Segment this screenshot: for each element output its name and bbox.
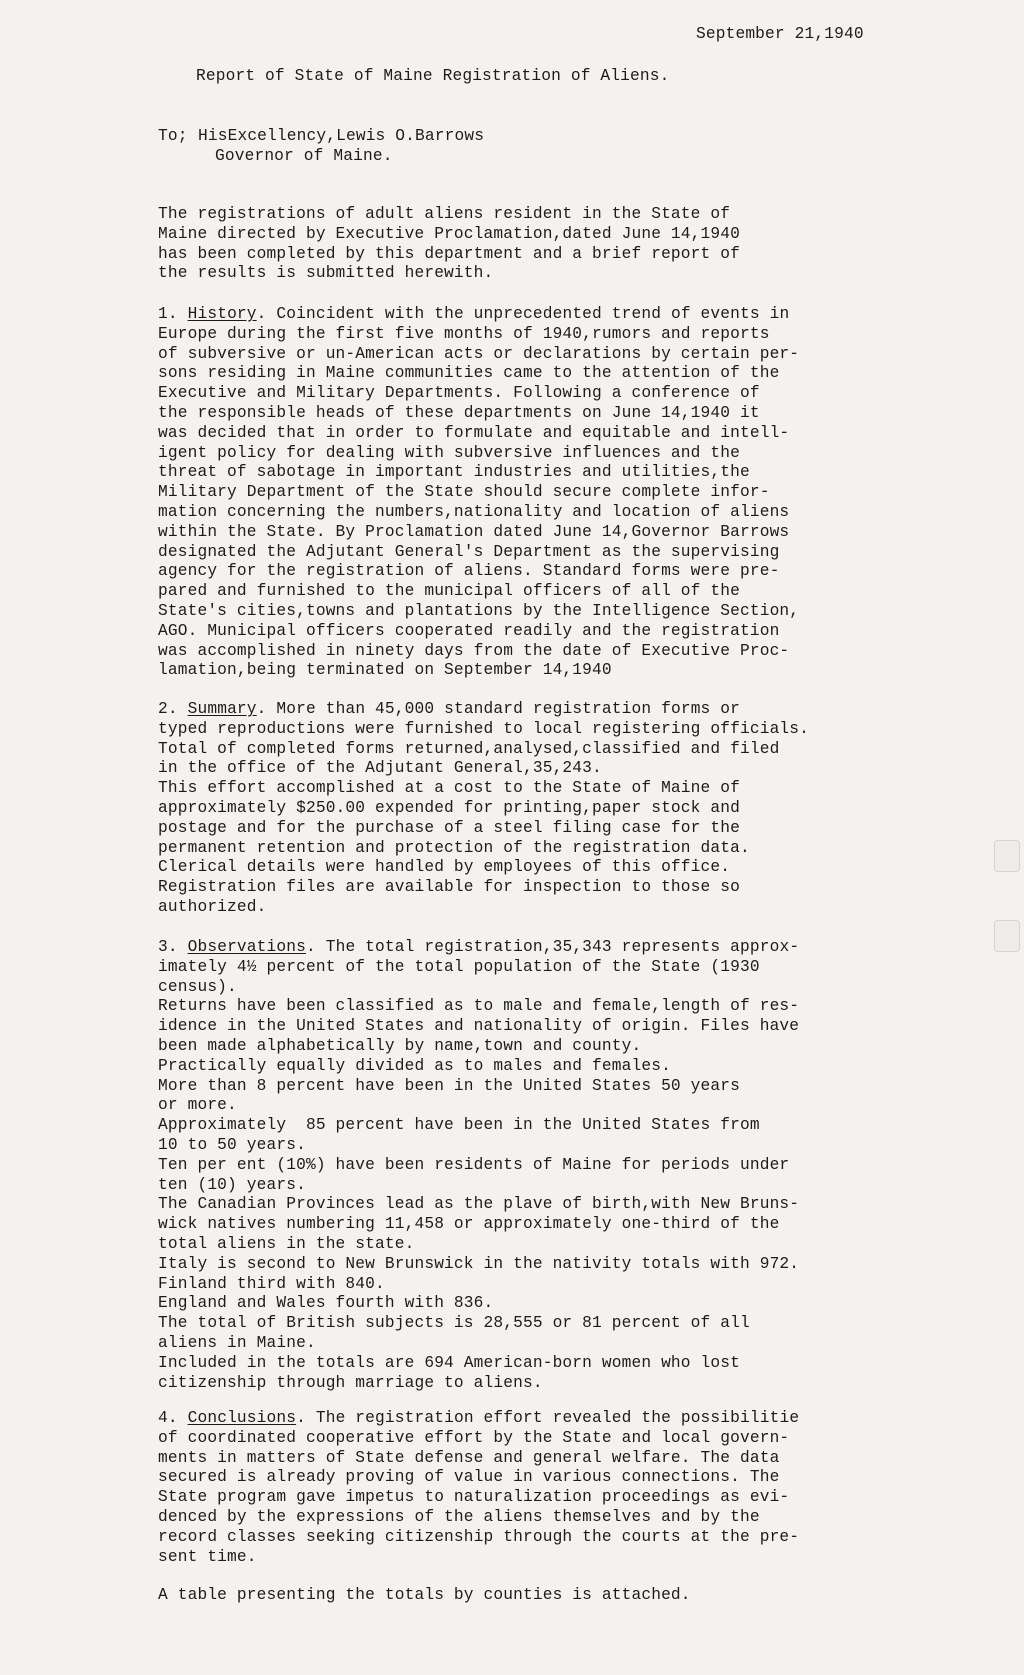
section-heading: Summary xyxy=(187,700,257,718)
to-label: To; xyxy=(158,127,188,145)
section-heading: History xyxy=(187,305,257,323)
section-first-line: . The registration effort revealed the possibilitie xyxy=(296,1409,800,1427)
section-first-line: . Coincident with the unprecedented trend of events in xyxy=(256,305,790,323)
letter-date: September 21,1940 xyxy=(696,25,864,43)
scan-mark xyxy=(994,840,1020,872)
scan-edge-marks xyxy=(984,840,1024,980)
section-summary xyxy=(158,700,809,918)
recipient-name: HisExcellency,Lewis O.Barrows xyxy=(198,127,485,145)
scan-mark xyxy=(994,920,1020,952)
recipient-block xyxy=(158,127,484,167)
intro-paragraph: The registrations of adult aliens resident in the State of Maine directed by Executive Proclamation,dated June 14,1940 has been completed by this department and a brief report of the results is submitted herewith. xyxy=(158,205,740,283)
section-observations xyxy=(158,938,799,1393)
section-body: Europe during the first five months of 1940,rumors and reports of subversive or un-American acts or declarations by certain per- sons residing in Maine communities came to the attention of the Executive and Military Departments. Following a conference of the responsible heads of these departments on June 14,1940 it was decided that in order to formulate and equitable and intell- igent policy for dealing with subversive influences and the threat of sabotage in important industries and utilities,the Military Department of the State should secure complete infor- mation concerning the numbers,nationality and location of aliens within the State. By Proclamation dated June 14,Governor Barrows designated the Adjutant General's Department as the supervising agency for the registration of aliens. Standard forms were pre- pared and furnished to the municipal officers of all of the State's cities,towns and plantations by the Intelligence Section, AGO. Municipal officers cooperated readily and the registration was accomplished in ninety days from the date of Executive Proc- lamation,being terminated on September 14,1940 xyxy=(158,324,800,680)
section-body: of coordinated cooperative effort by the State and local govern- ments in matters of State defense and general welfare. The data secured is already proving of value in various connections. The State program gave impetus to naturalization proceedings as evi- denced by the expressions of the aliens themselves and by the record classes seeking citizenship through the courts at the pre- sent time. xyxy=(158,1428,800,1566)
section-number: 3. xyxy=(158,938,178,956)
section-heading: Observations xyxy=(187,938,306,956)
section-heading: Conclusions xyxy=(187,1409,297,1427)
section-body: typed reproductions were furnished to local registering officials. Total of completed forms returned,analysed,classified and filed in the office of the Adjutant General,35,243. This effort accomplished at a cost to the State of Maine of approximately $250.00 expended for printing,paper stock and postage and for the purchase of a steel filing case for the permanent retention and protection of the registration data. Clerical details were handled by employees of this office. Registration files are available for inspection to those so authorized. xyxy=(158,719,810,916)
section-number: 1. xyxy=(158,305,178,323)
recipient-title: Governor of Maine. xyxy=(215,146,393,165)
section-first-line: . More than 45,000 standard registration forms or xyxy=(256,700,741,718)
section-number: 4. xyxy=(158,1409,178,1427)
section-body: imately 4½ percent of the total population of the State (1930 census). Returns have been classified as to male and female,length of res- idence in the United States and nationality of origin. Files have been made alphabetically by name,town and county. Practically equally divided as to males and females. More than 8 percent have been in the United States 50 years or more. Approximately 85 percent have been in the United States from 10 to 50 years. Ten per ent (10%) have been residents of Maine for periods under ten (10) years. The Canadian Provinces lead as the plave of birth,with New Bruns- wick natives numbering 11,458 or approximately one-third of the total aliens in the state. Italy is second to New Brunswick in the nativity totals with 972. Finland third with 840. England and Wales fourth with 836. The total of British subjects is 28,555 or 81 percent of all aliens in Maine. Included in the totals are 694 American-born women who lost citizenship through marriage to aliens. xyxy=(158,957,800,1392)
section-history xyxy=(158,305,799,681)
section-number: 2. xyxy=(158,700,178,718)
closing-line: A table presenting the totals by counties is attached. xyxy=(158,1586,691,1604)
section-first-line: . The total registration,35,343 represents approx- xyxy=(305,938,800,956)
report-title: Report of State of Maine Registration of Aliens. xyxy=(196,67,670,85)
section-conclusions xyxy=(158,1409,799,1567)
